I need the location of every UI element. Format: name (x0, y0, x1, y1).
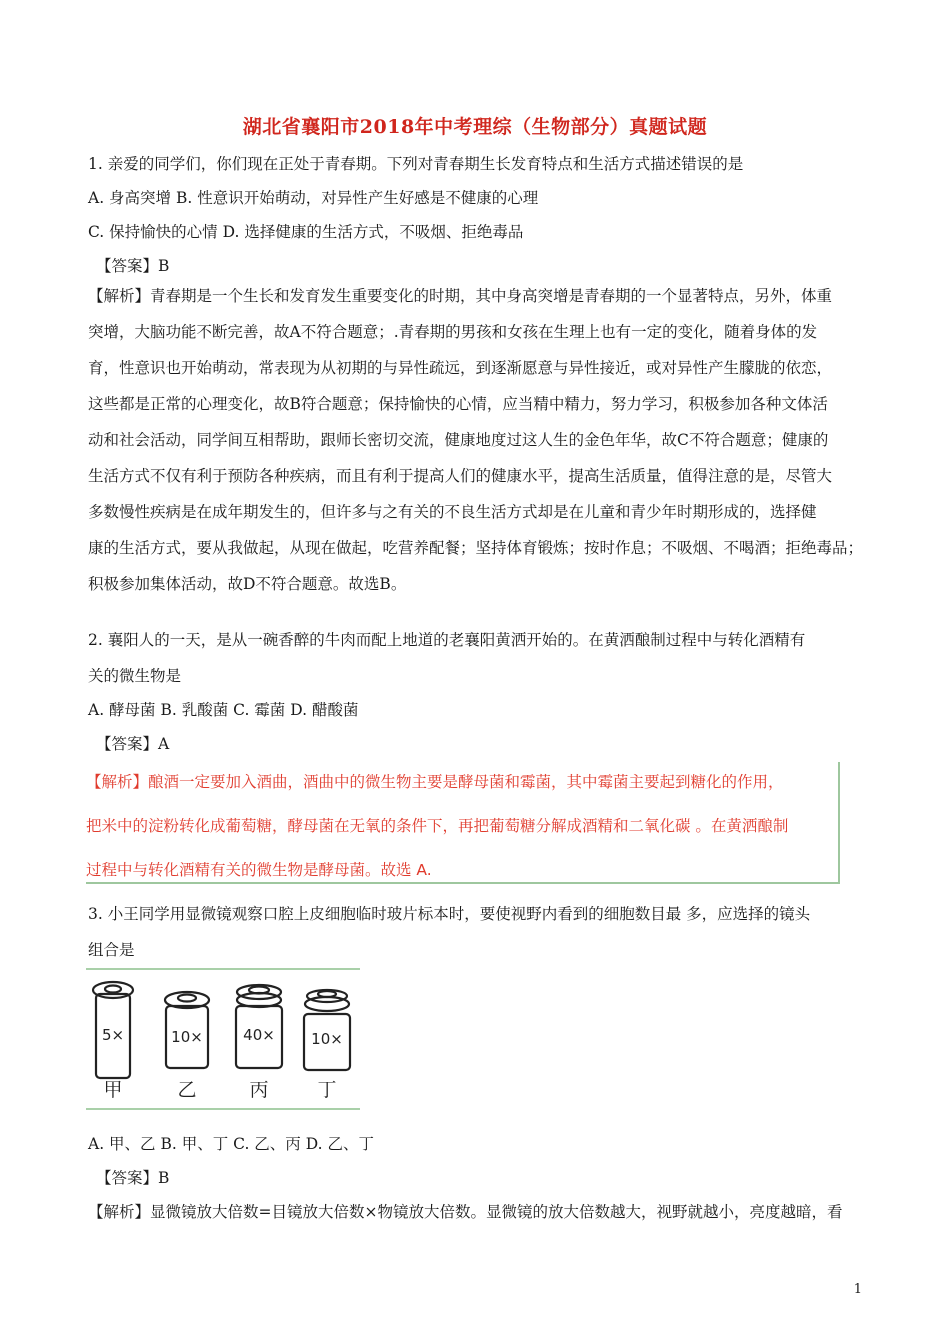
q1-analysis-line: 动和社会活动，同学间互相帮助，跟师长密切交流，健康地度过这人生的金色年华，故C不符合题意；健康的 (88, 431, 829, 449)
q2-analysis-box (86, 762, 840, 884)
q1-options-cd: C. 保持愉快的心情 D. 选择健康的生活方式，不吸烟、拒绝毒品 (88, 223, 524, 241)
q2-stem-line2: 关的微生物是 (88, 667, 182, 685)
q3-answer: 【答案】B (96, 1169, 170, 1187)
q1-analysis-line: 突增，大脑功能不断完善，故A不符合题意；.青春期的男孩和女孩在生理上也有一定的变化，随着身体的发 (88, 323, 818, 341)
lens-yi-magnification: 10× (171, 1028, 203, 1046)
q1-analysis (88, 278, 864, 602)
q1-analysis-line: 生活方式不仅有利于预防各种疾病，而且有利于提高人们的健康水平，提高生活质量，值得注意的是，尽管大 (88, 467, 833, 485)
q1-options-ab: A. 身高突增 B. 性意识开始萌动，对异性产生好感是不健康的心理 (88, 189, 539, 207)
q1-analysis-line: 【解析】青春期是一个生长和发育发生重要变化的时期，其中身高突增是青春期的一个显著特点，另外，体重 (88, 287, 833, 305)
lens-bing-magnification: 40× (243, 1026, 275, 1044)
q1-analysis-line: 育，性意识也开始萌动，常表现为从初期的与异性疏远，到逐渐愿意与异性接近，或对异性产生朦胧的依恋， (88, 359, 833, 377)
q2-options: A. 酵母菌 B. 乳酸菌 C. 霉菌 D. 醋酸菌 (88, 701, 359, 719)
lens-yi-label: 乙 (177, 1079, 197, 1101)
lens-ding-label: 丁 (317, 1079, 337, 1101)
q1-stem: 1. 亲爱的同学们，你们现在正处于青春期。下列对青春期生长发育特点和生活方式描述错误的是 (88, 155, 744, 173)
q1-analysis-line: 多数慢性疾病是在成年期发生的，但许多与之有关的不良生活方式却是在儿童和青少年时期形成的，选择健 (88, 503, 817, 521)
q3-options: A. 甲、乙 B. 甲、丁 C. 乙、丙 D. 乙、丁 (88, 1135, 374, 1153)
q3-stem-line1: 3. 小王同学用显微镜观察口腔上皮细胞临时玻片标本时，要使视野内看到的细胞数目最 多，应选择的镜头 (88, 905, 811, 923)
page-number: 1 (853, 1282, 862, 1297)
q1-analysis-line: 康的生活方式，要从我做起，从现在做起，吃营养配餐；坚持体育锻炼；按时作息；不吸烟、不喝酒；拒绝毒品； (88, 539, 864, 557)
q2-analysis-line: 过程中与转化酒精有关的微生物是酵母菌。故选 A. (86, 861, 432, 879)
q3-analysis: 【解析】显微镜放大倍数=目镜放大倍数×物镜放大倍数。显微镜的放大倍数越大，视野就越小，亮度越暗，看 (88, 1203, 843, 1221)
q1-analysis-line: 积极参加集体活动，故D不符合题意。故选B。 (88, 575, 407, 593)
lens-jia-label: 甲 (103, 1079, 123, 1101)
lens-bing-label: 丙 (249, 1079, 269, 1101)
q1-answer: 【答案】B (96, 257, 170, 275)
document-title: 湖北省襄阳市2018年中考理综（生物部分）真题试题 (242, 116, 708, 138)
lens-drawings (86, 970, 360, 1108)
q2-analysis-line: 【解析】酿酒一定要加入酒曲，酒曲中的微生物主要是酵母菌和霉菌，其中霉菌主要起到糖化的作用， (86, 773, 784, 791)
microscope-lens-figure (86, 968, 360, 1110)
q3-stem-line2: 组合是 (88, 941, 135, 959)
lens-jia-magnification: 5× (101, 1026, 125, 1044)
lens-ding-magnification: 10× (311, 1030, 343, 1048)
q2-analysis-line: 把米中的淀粉转化成葡萄糖，酵母菌在无氧的条件下，再把葡萄糖分解成酒精和二氧化碳 。在黄洒酿制 (86, 817, 789, 835)
q2-answer: 【答案】A (96, 735, 170, 753)
q2-stem-line1: 2. 襄阳人的一天，是从一碗香醉的牛肉而配上地道的老襄阳黄洒开始的。在黄洒酿制过程中与转化酒精有 (88, 631, 806, 649)
q1-analysis-line: 这些都是正常的心理变化，故B符合题意；保持愉快的心情，应当精中精力，努力学习，积极参加各种文体活 (88, 395, 828, 413)
